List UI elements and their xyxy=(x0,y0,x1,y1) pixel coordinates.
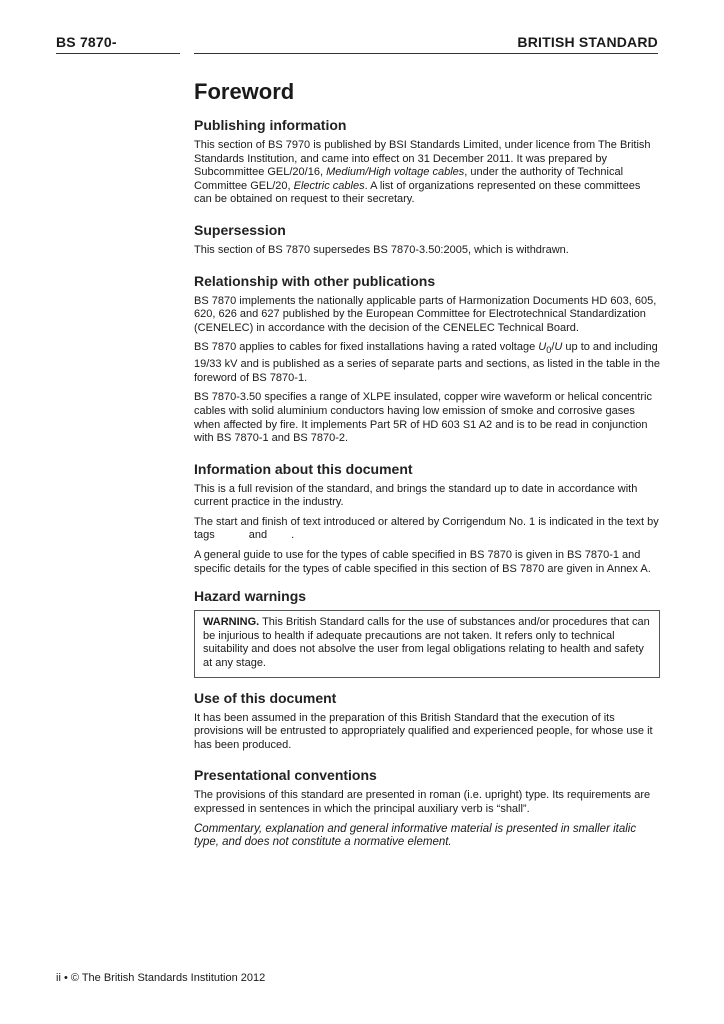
section-heading: Use of this document xyxy=(194,689,337,706)
emphasis-text: Commentary, explanation and general informative material is presented in smaller italic type, and does not constitute a normative element. xyxy=(194,822,637,849)
text-run: The start and finish of text introduced or altered by Corrigendum No. 1 is indicated in the text by tags xyxy=(194,515,659,542)
warning-label: WARNING. xyxy=(203,616,260,629)
section-heading: Presentational conventions xyxy=(194,767,377,784)
voltage-symbol: U xyxy=(538,341,547,354)
paragraph xyxy=(194,516,660,543)
paragraph xyxy=(194,341,660,385)
paragraph: BS 7870 implements the nationally applicable parts of Harmonization Documents HD 603, 605, 620, 626 and 627 published by the European Committee for Electrotechnical Standardization (CENELEC) in accordance with the decision of the CENELEC Technical Board. xyxy=(194,294,657,334)
paragraph xyxy=(194,139,660,207)
section-heading: Relationship with other publications xyxy=(194,272,436,289)
paragraph: BS 7870-3.50 specifies a range of XLPE insulated, copper wire waveform or helical concentric cables with solid aluminium conductors having low emission of smoke and corrosive gases when affected by fire. It implements Part 5R of HD 603 S1 A2 and is to be read in conjunction with BS 7870-1 and BS 7870-2. xyxy=(194,391,652,445)
section-information xyxy=(194,460,660,577)
paragraph: This is a full revision of the standard, and brings the standard up to date in accordance with current practice in the industry. xyxy=(194,482,638,509)
paragraph: It has been assumed in the preparation of this British Standard that the execution of its provisions will be entrusted to appropriately qualified and experienced people, for whose use it has been produced. xyxy=(194,711,653,751)
warning-box xyxy=(194,610,660,677)
section-use-of-document xyxy=(194,689,660,753)
commentary-paragraph xyxy=(194,823,660,850)
warning-text xyxy=(203,616,651,670)
paragraph: The provisions of this standard are presented in roman (i.e. upright) type. Its requirements are expressed in sentences in which the principal auxiliary verb is “shall”. xyxy=(194,789,651,815)
section-supersession xyxy=(194,221,660,258)
page-title: Foreword xyxy=(194,79,295,104)
text-run: This section of BS 7970 is published by BSI Standards Limited, under licence from The British Standards Institution, and came into effect on 31 December 2011. It was prepared by Subcommittee GEL/20/16, xyxy=(194,139,651,179)
page-footer: ii • © The British Standards Institution 2012 xyxy=(56,972,266,984)
foreword-content xyxy=(194,78,660,864)
text-run: BS 7870 applies to cables for fixed installations having a rated voltage xyxy=(194,341,539,354)
emphasis-text: Medium/High voltage cables xyxy=(326,166,465,179)
paragraph: This section of BS 7870 supersedes BS 7870-3.50:2005, which is withdrawn. xyxy=(194,243,569,256)
text-run: . A list of organizations represented on these committees can be obtained on request to their secretary. xyxy=(194,179,641,206)
text-run: / xyxy=(551,341,555,354)
subscript: 0 xyxy=(546,345,552,356)
header-publisher-label: BRITISH STANDARD xyxy=(517,34,658,50)
section-heading: Publishing information xyxy=(194,117,347,133)
section-presentational-conventions xyxy=(194,766,660,849)
paragraph: A general guide to use for the types of cable specified in BS 7870 is given in BS 7870-1 and specific details for the types of cable specified in this section of BS 7870 are given in Annex A. xyxy=(194,549,651,575)
header-standard-number: BS 7870- xyxy=(56,34,117,50)
section-relationship xyxy=(194,272,660,446)
text-run: , under the authority of Technical Committee GEL/20, xyxy=(194,166,624,192)
emphasis-text: Electric cables xyxy=(293,179,365,192)
text-run: up to and including 19/33 kV and is published as a series of separate parts and sections, as listed in the table in the foreword of BS 7870-1. xyxy=(194,341,660,384)
section-heading: Information about this document xyxy=(194,460,413,477)
section-hazard-warnings xyxy=(194,587,660,677)
text-run: This British Standard calls for the use of substances and/or procedures that can be injurious to health if adequate precautions are not taken. It refers only to technical suitability and does not absolve the user from legal obligations relating to health and safety at any stage. xyxy=(203,616,650,670)
section-publishing-information xyxy=(194,116,660,207)
header-left-rule xyxy=(56,53,180,54)
section-heading: Hazard warnings xyxy=(194,588,307,605)
text-run: . xyxy=(291,529,295,542)
text-run: and xyxy=(248,529,268,542)
header-right-rule xyxy=(194,53,658,54)
section-heading: Supersession xyxy=(194,221,286,238)
voltage-symbol: U xyxy=(554,341,563,354)
